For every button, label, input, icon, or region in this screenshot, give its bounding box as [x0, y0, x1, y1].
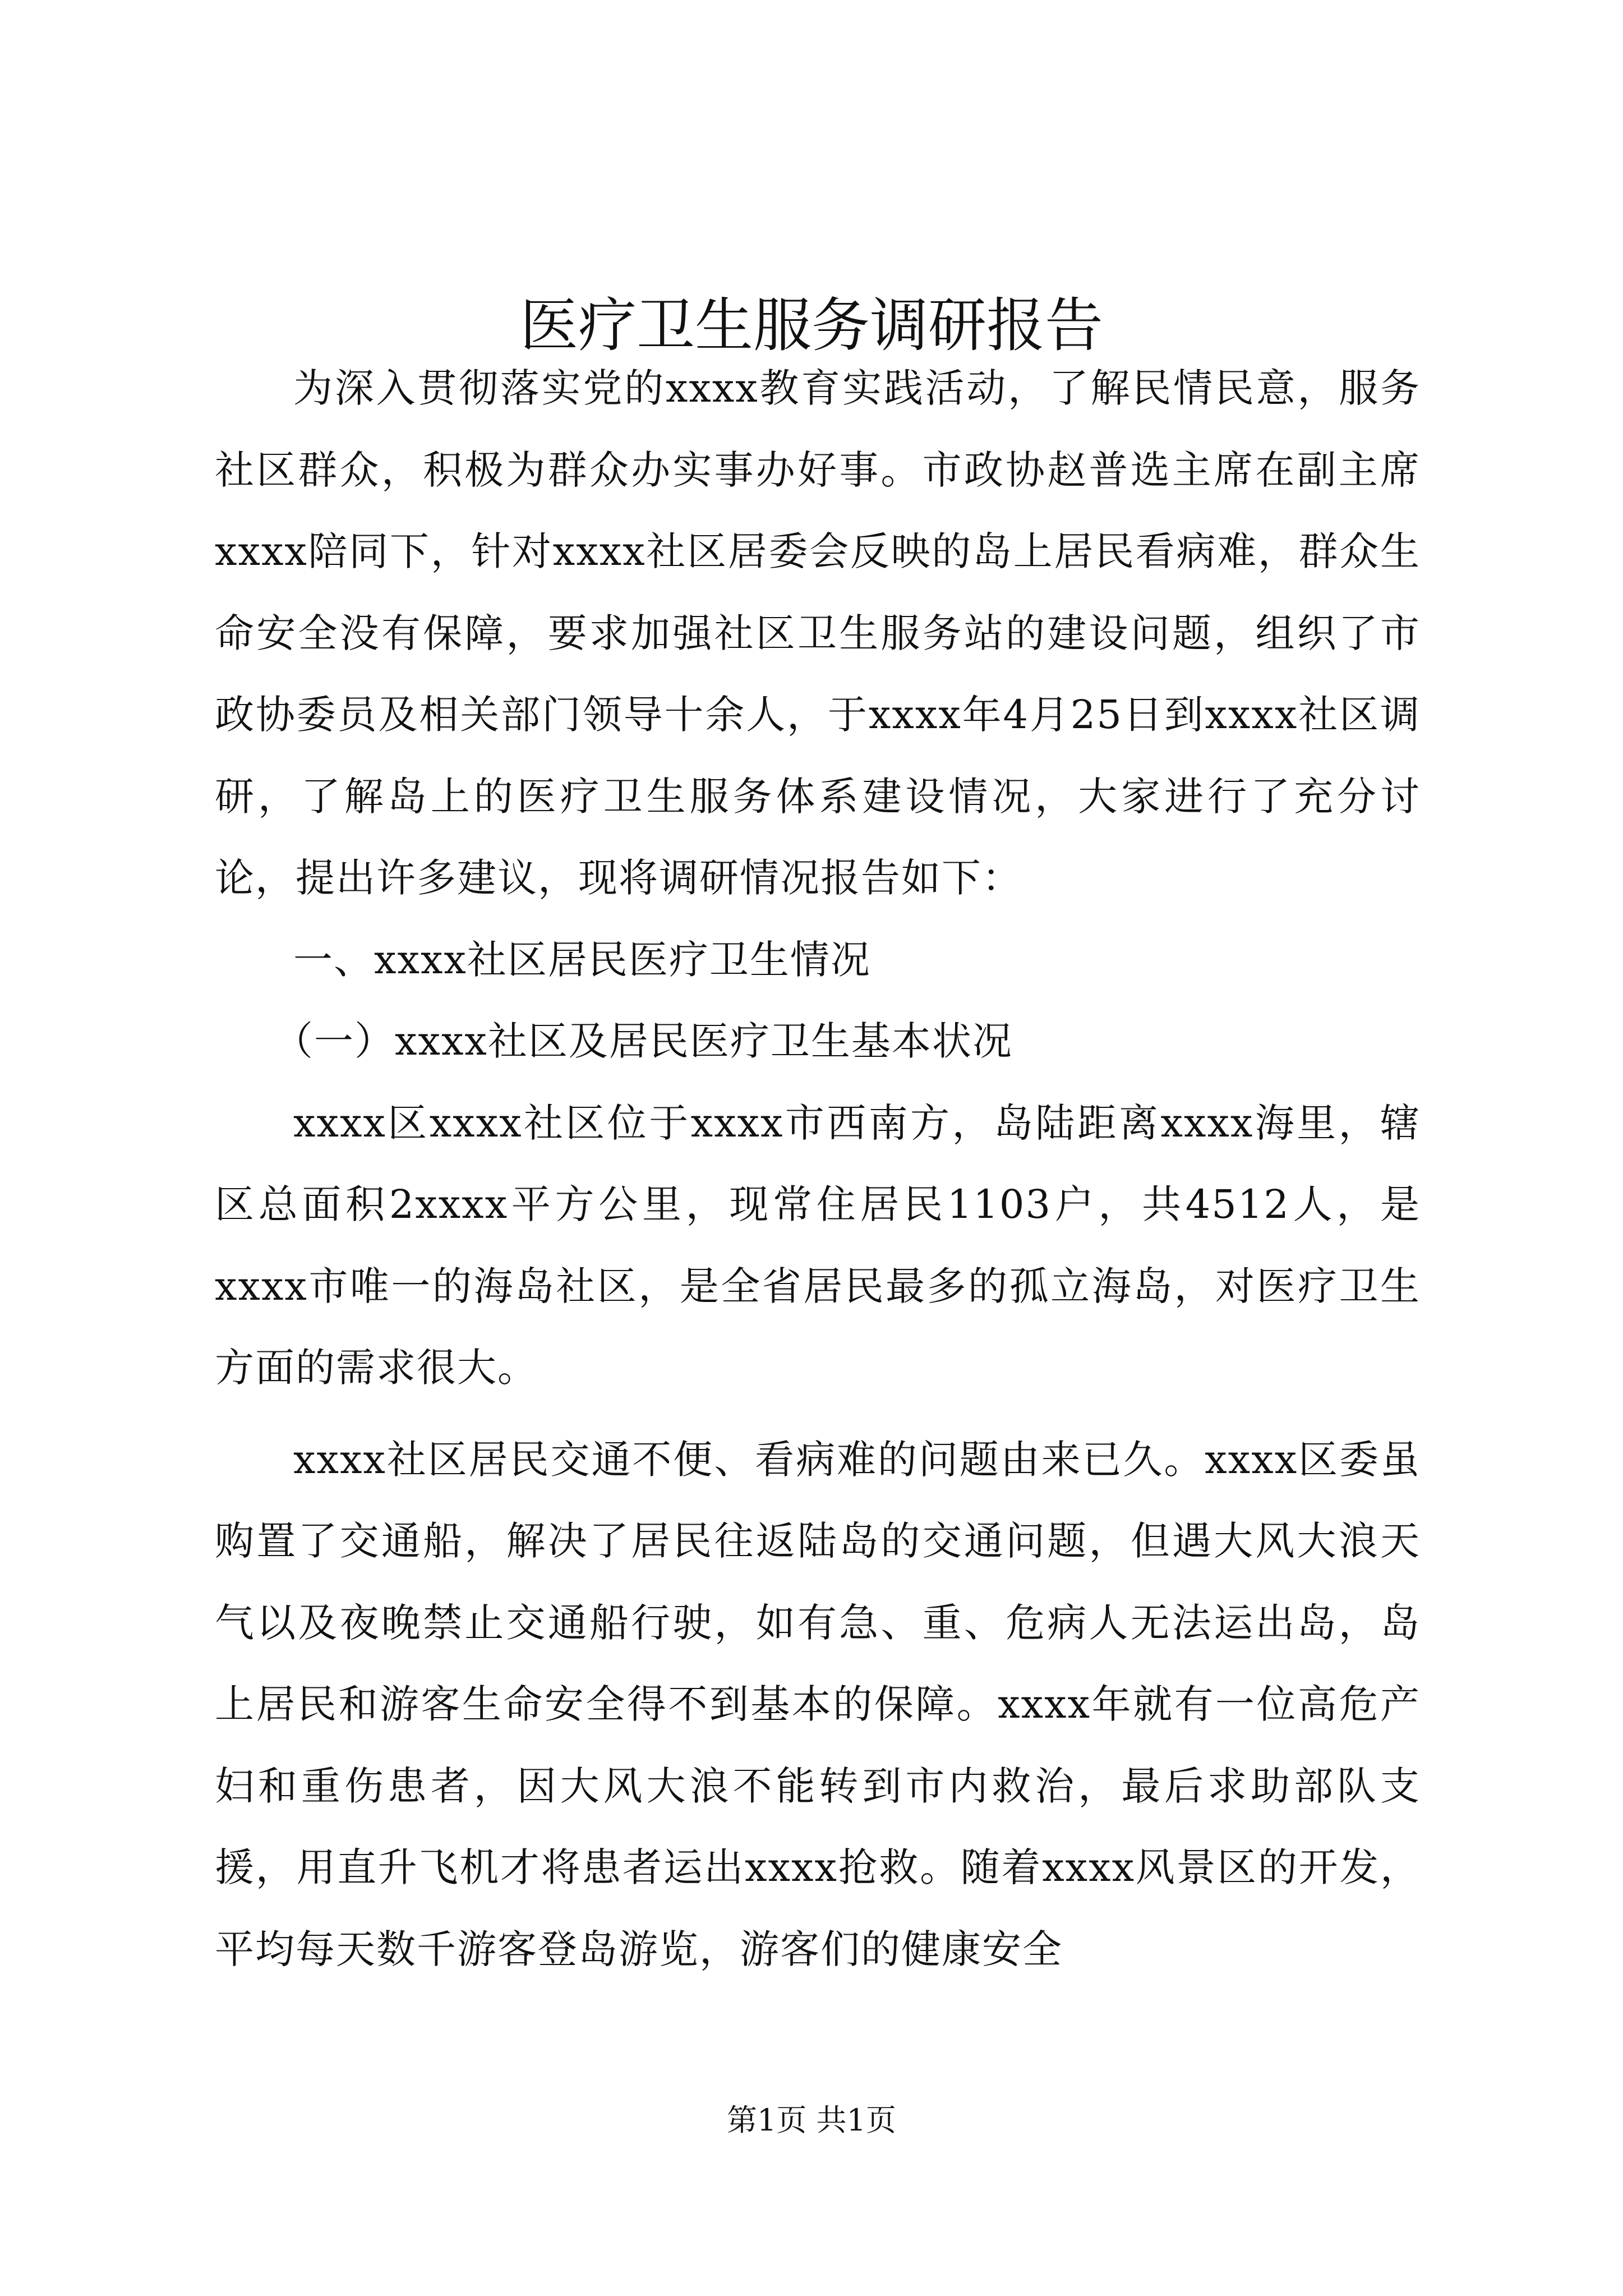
section-heading: 一、xxxx社区居民医疗卫生情况	[293, 936, 871, 983]
subsection-heading: （一）xxxx社区及居民医疗卫生基本状况	[274, 1018, 1013, 1064]
page-footer: 第1页 共1页	[727, 2102, 896, 2138]
body-paragraph-1: xxxx区xxxx社区位于xxxx市西南方，岛陆距离xxxx海里，辖区总面积2xxxx平方公里，现常住居民1103户，共4512人，是xxxx市唯一的海岛社区，是全省居民最多的孤立海岛，对医疗卫生方面的需求很大。	[215, 1099, 1421, 1391]
document-title: 医疗卫生服务调研报告	[519, 291, 1103, 360]
intro-paragraph: 为深入贯彻落实党的xxxx教育实践活动，了解民情民意，服务社区群众，积极为群众办实事办好事。市政协赵普选主席在副主席xxxx陪同下，针对xxxx社区居委会反映的岛上居民看病难，群众生命安全没有保障，要求加强社区卫生服务站的建设问题，组织了市政协委员及相关部门领导十余人，于xxxx年4月25日到xxxx社区调研，了解岛上的医疗卫生服务体系建设情况，大家进行了充分讨论，提出许多建议，现将调研情况报告如下：	[215, 365, 1421, 901]
document-body	[215, 348, 1421, 1990]
body-paragraph-2: xxxx社区居民交通不便、看病难的问题由来已久。xxxx区委虽购置了交通船，解决了居民往返陆岛的交通问题，但遇大风大浪天气以及夜晚禁止交通船行驶，如有急、重、危病人无法运出岛，岛上居民和游客生命安全得不到基本的保障。xxxx年就有一位高危产妇和重伤患者，因大风大浪不能转到市内救治，最后求助部队支援，用直升飞机才将患者运出xxxx抢救。随着xxxx风景区的开发，平均每天数千游客登岛游览，游客们的健康安全	[215, 1436, 1421, 1972]
